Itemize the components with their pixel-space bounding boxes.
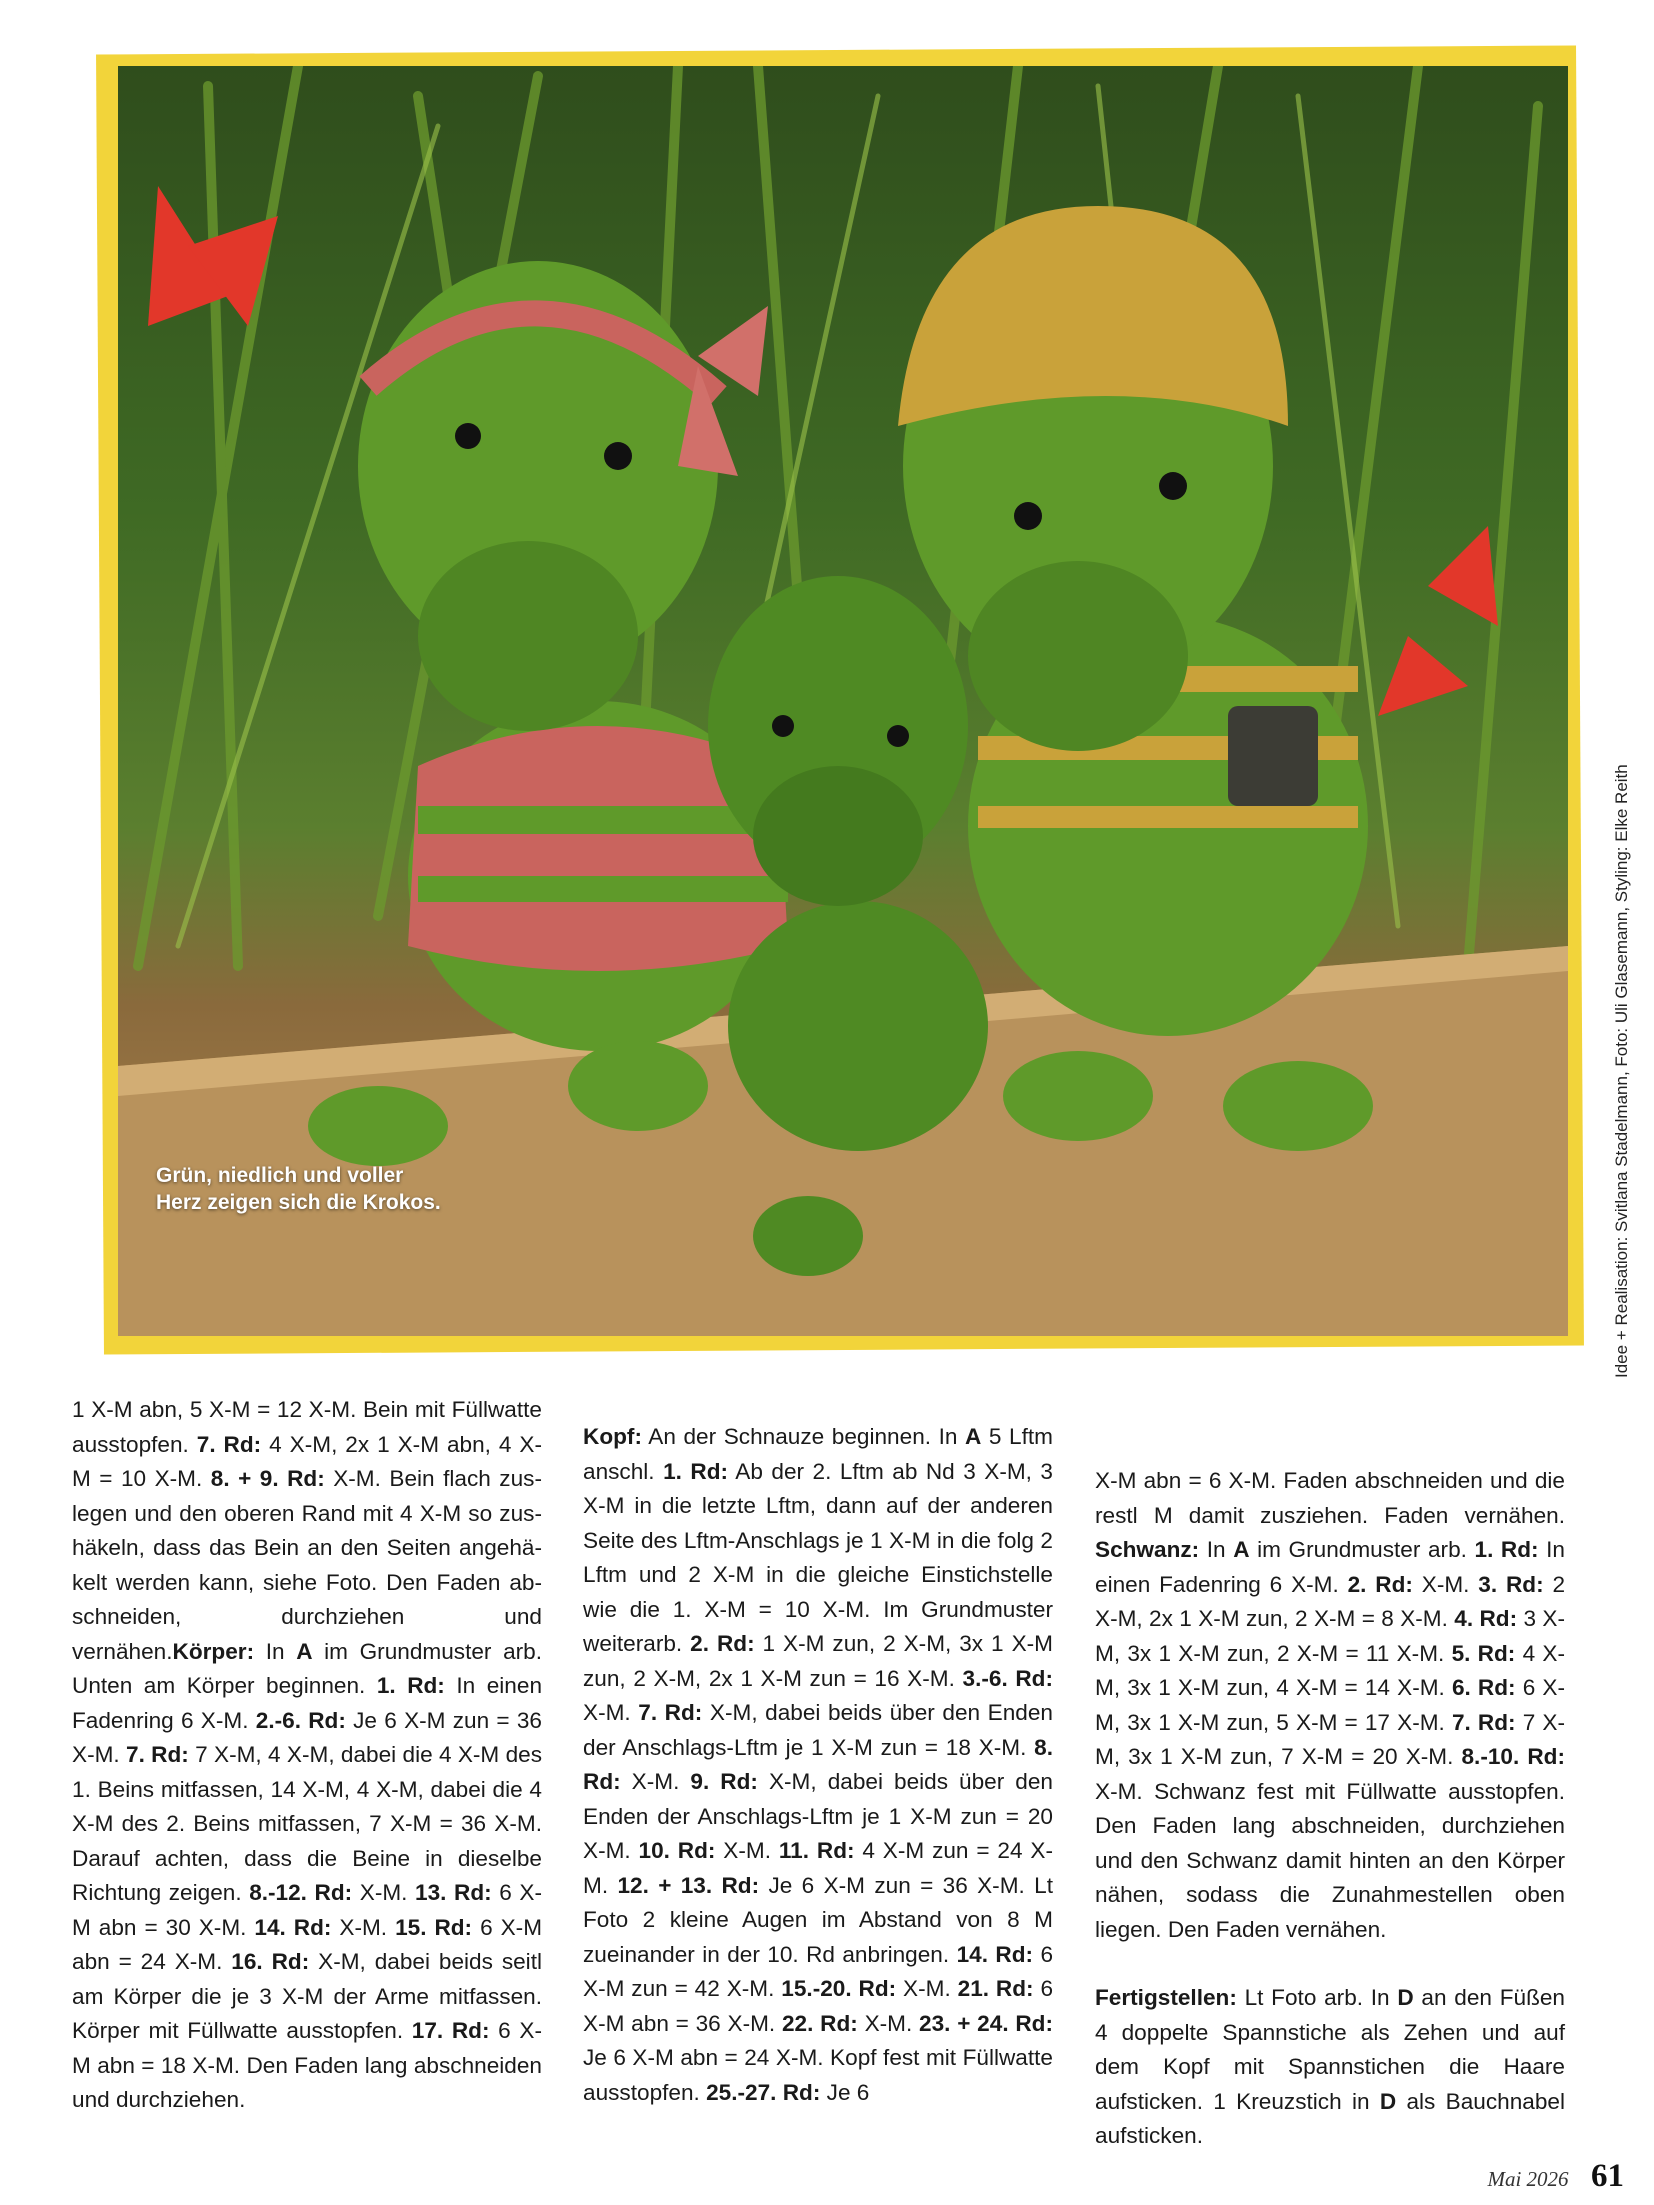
instruction-text: X-M. Bein flach zuslegen und den oberen Rand mit 4 X-M so zushäkeln, dass das Bein an den Seiten angehäkelt werden kann, siehe Foto. Den Faden abschneiden, durchziehen und vernähen.: [72, 1466, 542, 1664]
round-label: Fertigstellen:: [1095, 1985, 1237, 2010]
instruction-text: 4 X-M, 3x 1 X-M zun, 4 X-M = 14 X-M.: [1095, 1640, 1565, 1700]
instruction-text: 3 X-M, 3x 1 X-M zun, 2 X-M = 11 X-M.: [1095, 1606, 1565, 1666]
instruction-text: Ab der 2. Lftm ab Nd 3 X-M, 3 X-M in die letzte Lftm, dann auf der anderen Seite des Lftm-Anschlags je 1 X-M in die folg 2 Lftm und 2 X-M in die gleiche Einstichstelle wie die 1. X-M = 10 X-M. Im Grundmuster weiterarb.: [583, 1458, 1053, 1656]
instruction-text: X-M. Schwanz fest mit Füllwatte ausstopfen. Den Faden lang abschneiden, durchziehen und den Schwanz damit hinten an den Körper nähen, sodass die Zunahmestellen oben liegen. Den Faden vernähen.: [1095, 1778, 1565, 1942]
round-label: 13. Rd:: [415, 1880, 492, 1905]
instruction-text: X-M.: [352, 1880, 416, 1905]
round-label: 5. Rd:: [1451, 1640, 1516, 1666]
instruction-text: 6 X-M abn = 18 X-M. Den Faden lang abschneiden und durchziehen.: [72, 2018, 542, 2112]
instruction-text: 7 X-M, 4 X-M, dabei die 4 X-M des 1. Beins mitfassen, 14 X-M, 4 X-M, dabei die 4 X-M des 2. Beins mitfassen, 7 X-M = 36 X-M. Darauf achten, dass die Beine in dieselbe Richtung zeigen.: [72, 1742, 542, 1905]
round-label: 4. Rd:: [1454, 1606, 1518, 1631]
instruction-text: im Grundmuster arb.: [1249, 1537, 1475, 1562]
round-label: Körper:: [172, 1638, 255, 1664]
instruction-text: Je 6: [820, 2079, 870, 2105]
instruction-text: X-M.: [331, 1914, 396, 1940]
instruction-text: X-M.: [583, 1700, 639, 1725]
round-label: 2. Rd:: [690, 1631, 755, 1656]
crochet-crocodiles-photo: [118, 66, 1568, 1336]
instruction-text: X-M.: [896, 1976, 958, 2001]
instruction-text: 6 X-M abn = 24 X-M.: [72, 1914, 543, 1974]
instruction-text: Je 6 X-M zun = 36 X-M.: [72, 1707, 542, 1767]
column-2-paragraph: [583, 1420, 1053, 2110]
round-label: 1. Rd:: [663, 1458, 729, 1484]
instruction-text: X-M.: [620, 1769, 691, 1794]
instruction-text: an den Füßen 4 doppelte Spannstiche als Zehen und auf dem Kopf mit Spannstichen die Haare aufsticken. 1 Kreuzstich in: [1095, 1985, 1565, 2114]
instruction-text: In einen Fadenring 6 X-M.: [72, 1673, 543, 1733]
instruction-text: Lt Foto arb. In: [1236, 1985, 1398, 2010]
instruction-text: 4 X-M, 2x 1 X-M abn, 4 X-M = 10 X-M.: [72, 1431, 542, 1491]
round-label: 14. Rd:: [254, 1914, 332, 1940]
round-label: 15.-20. Rd:: [781, 1976, 897, 2001]
column-1-paragraph: [72, 1393, 542, 2118]
instruction-text: X-M.: [1412, 1571, 1479, 1597]
round-label: 17. Rd:: [411, 2018, 490, 2043]
round-label: 9. Rd:: [690, 1769, 758, 1794]
page-number: 61: [1591, 2158, 1624, 2194]
instruction-text: In einen Fadenring 6 X-M.: [1095, 1537, 1566, 1597]
text-column-1: [72, 1393, 542, 2118]
instruction-text: In: [1199, 1537, 1234, 1562]
issue-month: Mai 2026: [1487, 2167, 1569, 2191]
instruction-text: X-M, dabei beids seitl am Körper die je 3 X-M der Arme mitfassen. Körper mit Füllwatte ausstopfen.: [72, 1949, 542, 2043]
instruction-text: 7 X-M, 3x 1 X-M zun, 7 X-M = 20 X-M.: [1095, 1709, 1565, 1769]
photo-caption-line-2: Herz zeigen sich die Krokos.: [156, 1191, 441, 1214]
column-3-paragraph: [1095, 1464, 1565, 1947]
instruction-text: An der Schnauze beginnen. In: [641, 1424, 966, 1449]
page-footer: [1487, 2158, 1624, 2195]
round-label: 1. Rd:: [376, 1673, 445, 1698]
round-label: D: [1397, 1985, 1414, 2010]
round-label: 3.-6. Rd:: [962, 1665, 1053, 1691]
round-label: 11. Rd:: [778, 1838, 855, 1863]
photo-illustration: [118, 66, 1568, 1336]
text-column-3: [1095, 1464, 1565, 2154]
instruction-text: 2 X-M, 2x 1 X-M zun, 2 X-M = 8 X-M.: [1095, 1571, 1566, 1631]
instruction-text: Je 6 X-M zun = 36 X-M. Lt Foto 2 kleine Augen im Abstand von 8 M zueinander in der 10. Rd anbringen.: [583, 1872, 1053, 1967]
round-label: 7. Rd:: [126, 1742, 189, 1767]
round-label: 8.-10. Rd:: [1461, 1744, 1565, 1769]
instruction-text: 6 X-M abn = 36 X-M.: [583, 1976, 1054, 2036]
round-label: A: [1233, 1537, 1250, 1562]
instruction-text: In: [254, 1638, 297, 1664]
round-label: 7. Rd:: [638, 1700, 703, 1725]
instruction-text: X-M, dabei beids über den Enden der Anschlags-Lftm je 1 X-M zun = 18 X-M.: [583, 1700, 1053, 1760]
round-label: Schwanz:: [1095, 1537, 1200, 1562]
instruction-text: 6 X-M abn = 30 X-M.: [72, 1880, 543, 1940]
round-label: 22. Rd:: [781, 2010, 858, 2036]
photo-caption-line-1: Grün, niedlich und voller: [156, 1164, 404, 1187]
round-label: 15. Rd:: [395, 1914, 473, 1940]
round-label: 7. Rd:: [196, 1431, 262, 1457]
instruction-text: 6 X-M, 3x 1 X-M zun, 5 X-M = 17 X-M.: [1095, 1675, 1565, 1735]
round-label: 25.-27. Rd:: [706, 2079, 821, 2105]
round-label: 8. + 9. Rd:: [210, 1466, 325, 1491]
text-column-2: [583, 1420, 1053, 2110]
photo-credits: Idee + Realisation: Svitlana Stadelmann, Foto: Uli Glasemann, Styling: Elke Reith: [1612, 764, 1631, 1378]
round-label: 23. + 24. Rd:: [919, 2010, 1054, 2036]
round-label: 12. + 13. Rd:: [617, 1872, 760, 1898]
instruction-text: als Bauchnabel aufsticken.: [1095, 2088, 1565, 2148]
round-label: Kopf:: [583, 1424, 642, 1449]
round-label: 16. Rd:: [231, 1949, 310, 1974]
round-label: 14. Rd:: [956, 1941, 1034, 1967]
instruction-text: 1 X-M abn, 5 X-M = 12 X-M. Bein mit Füllwatte ausstopfen.: [72, 1397, 542, 1457]
round-label: 1. Rd:: [1474, 1537, 1539, 1562]
round-label: 2. Rd:: [1347, 1571, 1413, 1597]
round-label: D: [1379, 2088, 1397, 2114]
round-label: 6. Rd:: [1451, 1675, 1516, 1700]
finishing-paragraph: [1095, 1981, 1565, 2154]
instruction-text: X-M.: [715, 1838, 779, 1863]
round-label: A: [296, 1638, 313, 1664]
round-label: 7. Rd:: [1451, 1709, 1516, 1735]
instruction-text: X-M.: [857, 2010, 920, 2036]
round-label: 8.-12. Rd:: [249, 1880, 353, 1905]
round-label: 2.-6. Rd:: [255, 1707, 346, 1733]
photo-caption: [156, 1162, 576, 1216]
round-label: A: [965, 1424, 982, 1449]
instruction-text: X-M, dabei beids über den Enden der Anschlags-Lftm je 1 X-M zun = 20 X-M.: [583, 1769, 1053, 1863]
round-label: 3. Rd:: [1478, 1571, 1544, 1597]
instruction-text: 5 Lftm anschl.: [583, 1424, 1053, 1484]
instruction-text: 4 X-M zun = 24 X-M.: [583, 1838, 1053, 1898]
round-label: 10. Rd:: [638, 1838, 716, 1863]
instruction-text: Je 6 X-M abn = 24 X-M. Kopf fest mit Füllwatte ausstopfen.: [583, 2045, 1053, 2105]
instruction-text: im Grundmuster arb. Unten am Körper beginnen.: [72, 1638, 542, 1698]
round-label: 8. Rd:: [583, 1734, 1053, 1794]
instruction-text: 1 X-M zun, 2 X-M, 3x 1 X-M zun, 2 X-M, 2x 1 X-M zun = 16 X-M.: [583, 1631, 1053, 1691]
instruction-text: 6 X-M zun = 42 X-M.: [583, 1941, 1054, 2001]
instruction-text: X-M abn = 6 X-M. Faden abschneiden und die restl M damit zusziehen. Faden vernähen.: [1095, 1468, 1565, 1528]
round-label: 21. Rd:: [957, 1976, 1034, 2001]
